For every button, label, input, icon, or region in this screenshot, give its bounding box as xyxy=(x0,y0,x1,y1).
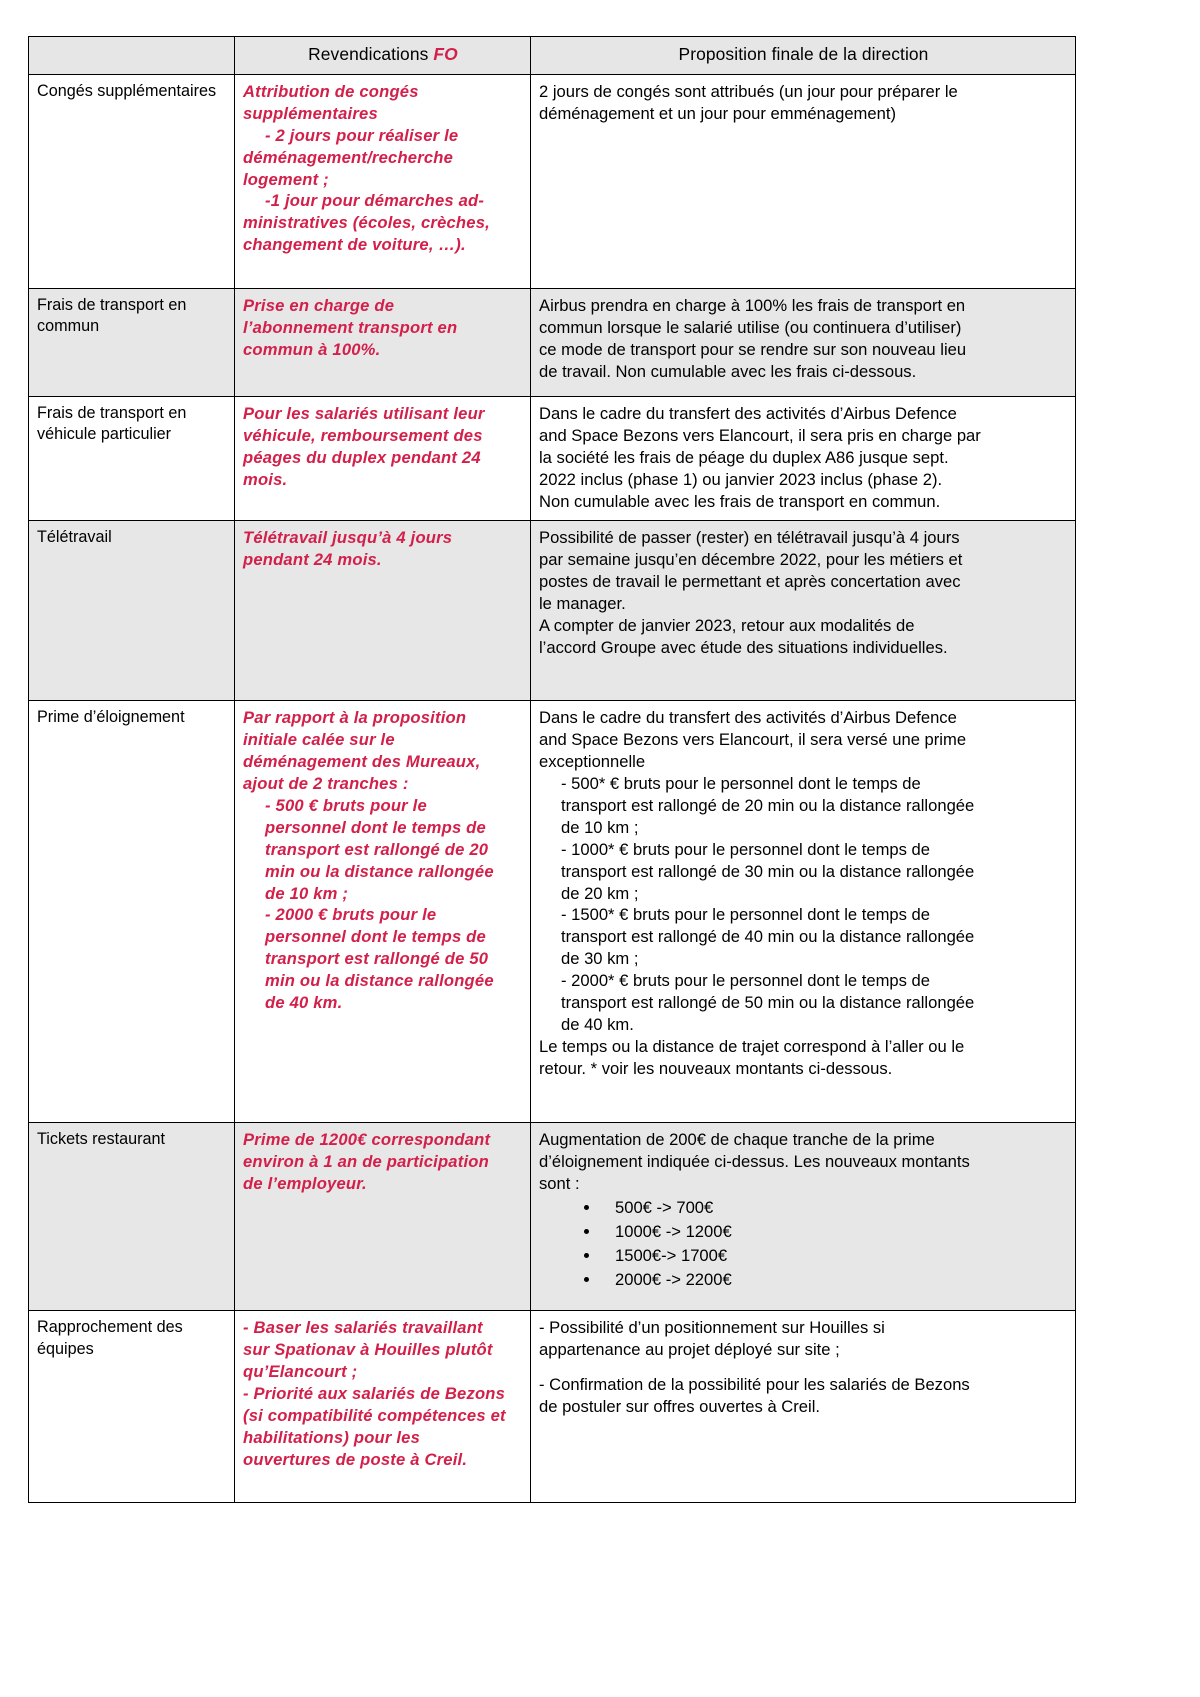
row-direction-proposal xyxy=(531,1311,1076,1503)
table-header xyxy=(29,37,1076,75)
list-item: • 1000€ -> 1200€ xyxy=(601,1221,1068,1243)
text-line: supplémentaires xyxy=(243,103,378,123)
paragraph-gap xyxy=(539,1361,1068,1374)
row-fo-demand xyxy=(235,701,531,1123)
text-line: - Priorité aux salariés de Bezons xyxy=(243,1384,506,1404)
row-direction-proposal xyxy=(531,74,1076,288)
negotiation-comparison-table xyxy=(28,36,1076,1503)
text-line: péages du duplex pendant 24 xyxy=(243,447,481,467)
text-line: 2 jours de congés sont attribués (un jour pour préparer le xyxy=(539,81,958,101)
header-row xyxy=(29,37,1076,75)
text-line: postes de travail le permettant et après concertation avec xyxy=(539,572,961,592)
row-direction-proposal xyxy=(531,1123,1076,1311)
text-line: Prise en charge de xyxy=(243,295,395,315)
text-line: de 10 km ; xyxy=(265,883,349,903)
row-fo-demand xyxy=(235,1311,531,1503)
text-line: min ou la distance rallongée xyxy=(265,971,494,991)
text-line: personnel dont le temps de xyxy=(265,927,486,947)
text-line: Prime de 1200€ correspondant xyxy=(243,1130,491,1150)
text-line: d’éloignement indiquée ci-dessus. Les nouveaux montants xyxy=(539,1152,970,1172)
text-line: de 30 km ; xyxy=(561,949,639,969)
table-body xyxy=(29,74,1076,1502)
text-line: de l’employeur. xyxy=(243,1174,367,1194)
row-category: Frais de transport en véhicule particulier xyxy=(29,396,235,520)
text-line: Pour les salariés utilisant leur xyxy=(243,403,485,423)
table-row xyxy=(29,1311,1076,1503)
text-line: transport est rallongé de 30 min ou la distance rallongée xyxy=(561,861,975,881)
text-line: - 2000 € bruts pour le xyxy=(265,905,437,925)
row-category: Rapprochement des équipes xyxy=(29,1311,235,1503)
text-line: - 2 jours pour réaliser le xyxy=(265,125,459,145)
text-line: retour. * voir les nouveaux montants ci-dessous. xyxy=(539,1058,893,1078)
row-direction-proposal xyxy=(531,396,1076,520)
text-line: déménagement et un jour pour emménagement) xyxy=(539,103,896,123)
text-line: - 500 € bruts pour le xyxy=(265,795,427,815)
text-line: environ à 1 an de participation xyxy=(243,1152,489,1172)
text-line: ajout de 2 tranches : xyxy=(243,774,409,794)
text-line: Dans le cadre du transfert des activités d’Airbus Defence xyxy=(539,403,957,423)
text-line: - 2000* € bruts pour le personnel dont le temps de xyxy=(561,971,930,991)
text-line: logement ; xyxy=(243,169,329,189)
row-category: Prime d’éloignement xyxy=(29,701,235,1123)
list-item: • 500€ -> 700€ xyxy=(601,1197,1068,1219)
row-fo-demand xyxy=(235,521,531,701)
text-line: habilitations) pour les xyxy=(243,1427,421,1447)
text-line: commun lorsque le salarié utilise (ou continuera d’utiliser) xyxy=(539,317,962,337)
text-line: min ou la distance rallongée xyxy=(265,861,494,881)
text-line: pendant 24 mois. xyxy=(243,550,382,570)
text-line: l’abonnement transport en xyxy=(243,317,458,337)
row-category: Congés supplémentaires xyxy=(29,74,235,288)
text-line: Augmentation de 200€ de chaque tranche de la prime xyxy=(539,1130,935,1150)
text-line: ouvertures de poste à Creil. xyxy=(243,1449,468,1469)
text-line: appartenance au projet déployé sur site ; xyxy=(539,1340,840,1360)
text-line: and Space Bezons vers Elancourt, il sera pris en charge par xyxy=(539,425,981,445)
text-line: transport est rallongé de 50 xyxy=(265,949,489,969)
text-line: l’accord Groupe avec étude des situations individuelles. xyxy=(539,637,948,657)
text-line: personnel dont le temps de xyxy=(265,817,486,837)
text-line: transport est rallongé de 50 min ou la distance rallongée xyxy=(561,993,975,1012)
text-line: initiale calée sur le xyxy=(243,730,395,750)
text-line: par semaine jusqu’en décembre 2022, pour les métiers et xyxy=(539,550,963,570)
text-line: Attribution de congés xyxy=(243,81,419,101)
table-row xyxy=(29,521,1076,701)
table-row xyxy=(29,74,1076,288)
text-line: - Possibilité d’un positionnement sur Houilles si xyxy=(539,1318,885,1338)
header-cell-category xyxy=(29,37,235,75)
text-line: 2022 inclus (phase 1) ou janvier 2023 inclus (phase 2). xyxy=(539,469,943,489)
text-line: (si compatibilité compétences et xyxy=(243,1405,506,1425)
text-line: sont : xyxy=(539,1174,580,1194)
text-line: véhicule, remboursement des xyxy=(243,425,483,445)
text-line: Par rapport à la proposition xyxy=(243,708,467,728)
text-line: de 40 km. xyxy=(561,1014,634,1034)
table-row xyxy=(29,701,1076,1123)
row-fo-demand xyxy=(235,288,531,396)
text-line: commun à 100%. xyxy=(243,339,381,359)
text-line: de 40 km. xyxy=(265,993,343,1012)
text-line: - 1500* € bruts pour le personnel dont le temps de xyxy=(561,905,930,925)
row-category: Télétravail xyxy=(29,521,235,701)
text-line: de 20 km ; xyxy=(561,883,639,903)
table-row xyxy=(29,1123,1076,1311)
text-line: and Space Bezons vers Elancourt, il sera versé une prime xyxy=(539,730,967,750)
header-label-revendications: Revendications xyxy=(308,44,434,64)
row-direction-proposal xyxy=(531,521,1076,701)
row-category: Frais de transport en commun xyxy=(29,288,235,396)
text-line: exceptionnelle xyxy=(539,752,646,772)
text-line: Possibilité de passer (rester) en télétravail jusqu’à 4 jours xyxy=(539,528,960,548)
text-line: Non cumulable avec les frais de transport en commun. xyxy=(539,491,941,511)
row-fo-demand xyxy=(235,1123,531,1311)
header-cell-revendications-fo xyxy=(235,37,531,75)
text-line: déménagement/recherche xyxy=(243,147,454,167)
text-line: qu’Elancourt ; xyxy=(243,1362,358,1382)
text-line: mois. xyxy=(243,469,288,489)
text-line: de 10 km ; xyxy=(561,817,639,837)
new-amounts-list xyxy=(539,1197,1068,1291)
list-item: • 2000€ -> 2200€ xyxy=(601,1269,1068,1291)
row-direction-proposal xyxy=(531,701,1076,1123)
text-line: de travail. Non cumulable avec les frais ci-dessous. xyxy=(539,361,917,381)
text-line: ce mode de transport pour se rendre sur son nouveau lieu xyxy=(539,339,967,359)
text-line: transport est rallongé de 20 xyxy=(265,839,489,859)
table-row xyxy=(29,288,1076,396)
text-line: - 500* € bruts pour le personnel dont le temps de xyxy=(561,774,921,794)
text-line: sur Spationav à Houilles plutôt xyxy=(243,1340,493,1360)
text-line: changement de voiture, …). xyxy=(243,235,466,255)
row-fo-demand xyxy=(235,74,531,288)
text-line: -1 jour pour démarches ad- xyxy=(265,191,485,211)
text-line: de postuler sur offres ouvertes à Creil. xyxy=(539,1397,820,1417)
row-fo-demand xyxy=(235,396,531,520)
text-line: le manager. xyxy=(539,594,626,614)
text-line: - Confirmation de la possibilité pour les salariés de Bezons xyxy=(539,1375,970,1395)
header-label-fo: FO xyxy=(433,44,458,64)
text-line: Airbus prendra en charge à 100% les frais de transport en xyxy=(539,295,966,315)
header-cell-proposition-direction: Proposition finale de la direction xyxy=(531,37,1076,75)
text-line: Dans le cadre du transfert des activités d’Airbus Defence xyxy=(539,708,957,728)
list-item: • 1500€-> 1700€ xyxy=(601,1245,1068,1267)
row-direction-proposal xyxy=(531,288,1076,396)
row-category: Tickets restaurant xyxy=(29,1123,235,1311)
text-line: transport est rallongé de 40 min ou la distance rallongée xyxy=(561,927,975,947)
text-line: - 1000* € bruts pour le personnel dont le temps de xyxy=(561,839,930,859)
text-line: la société les frais de péage du duplex A86 jusque sept. xyxy=(539,447,949,467)
text-line: déménagement des Mureaux, xyxy=(243,752,481,772)
table-row xyxy=(29,396,1076,520)
text-line: ministratives (écoles, crèches, xyxy=(243,213,490,233)
text-line: transport est rallongé de 20 min ou la distance rallongée xyxy=(561,795,975,815)
text-line: Télétravail jusqu’à 4 jours xyxy=(243,528,453,548)
text-line: A compter de janvier 2023, retour aux modalités de xyxy=(539,615,915,635)
text-line: Le temps ou la distance de trajet correspond à l’aller ou le xyxy=(539,1036,965,1056)
text-line: - Baser les salariés travaillant xyxy=(243,1318,483,1338)
